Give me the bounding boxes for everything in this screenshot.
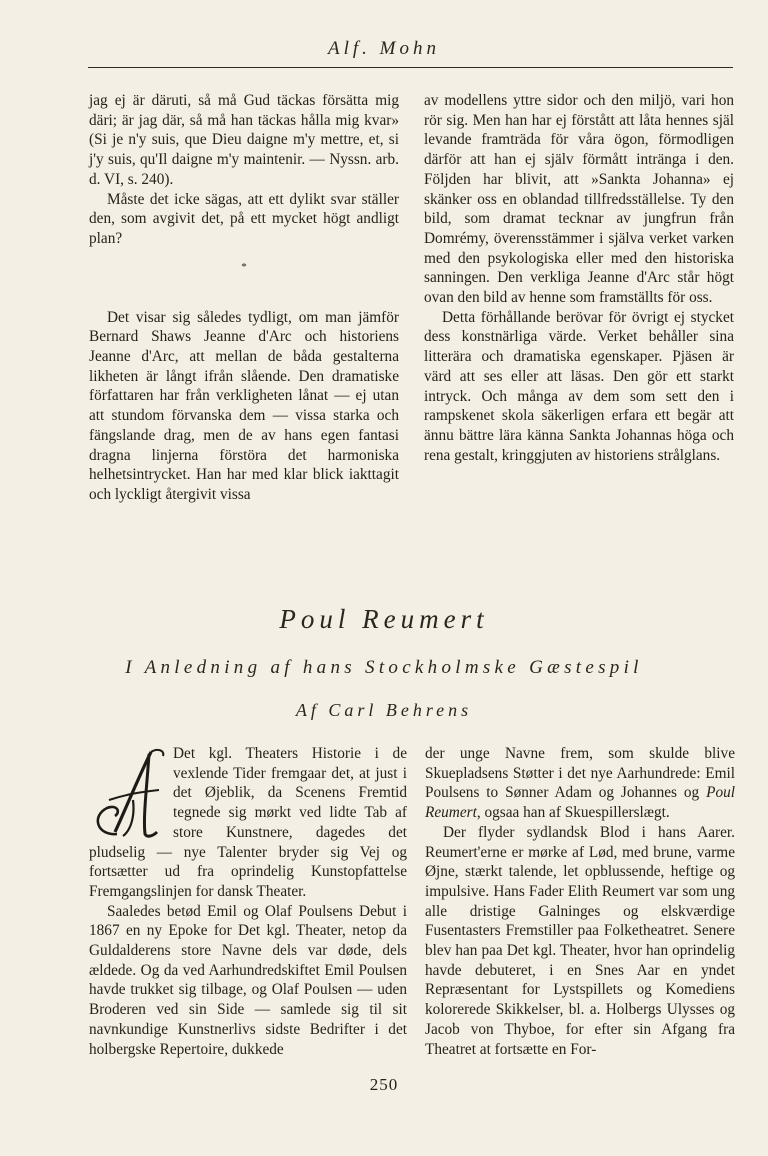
paragraph-text: der unge Navne frem, som skulde blive Skuepladsens Støtter i det nye Aarhundrede: Emil Poulsens to Sønner Adam og Johannes og: [425, 745, 735, 802]
top-column-right: [424, 91, 734, 465]
section-separator: *: [241, 260, 247, 273]
dropcap-initial: [87, 746, 165, 840]
paragraph: Måste det icke sägas, att ett dylikt svar ställer den, som avgivit det, på ett mycket högt andligt plan?: [89, 190, 399, 247]
running-head: Alf. Mohn: [328, 38, 440, 59]
paragraph: [425, 744, 735, 823]
paragraph-with-dropcap: [89, 744, 407, 902]
article-byline: Af Carl Behrens: [295, 700, 473, 720]
paragraph: Detta förhållande berövar för övrigt ej stycket dess konstnärliga värde. Verket behåller sina litterära och dramatiska egenskaper. Pjäsen är värd att ses eller att läsas. Den gör ett starkt intryck. Och många av dem som sett den i rampskenet skola säkerligen erfara ett begär att ännu bättre lära känna Sankta Johannas höga och rena gestalt, kringgjuten av historiens strålglans.: [424, 308, 734, 464]
paragraph: Det visar sig således tydligt, om man jämför Bernard Shaws Jeanne d'Arc och historiens Jeanne d'Arc, att mellan de båda gestalterna likheten är långt ifrån slående. Den dramatiske författaren har från verkligheten lånat — ej utan att stundom förvanska dem — vissa starka och fängslande drag, men de av hans egen fantasi dragna linjerna förstöra det harmoniska helhetsintrycket. Han har med klar blick iakttagit och lyckligt återgivit vissa: [89, 308, 399, 503]
paragraph: Saaledes betød Emil og Olaf Poulsens Debut i 1867 en ny Epoke for Det kgl. Theater, netop da Guldalderens store Navne dels var døde, dels ældede. Og da ved Aarhundredskiftet Emil Poulsen havde trukket sig tilbage, og Olaf Poulsen — uden Broderen ved sin Side — samlede sig til sit navnkundige Kunstnerlivs sidste Bedrifter i det holbergske Repertoire, dukkede: [89, 902, 407, 1058]
dropcap-ornament-icon: [87, 746, 167, 840]
page-number: 250: [369, 1075, 399, 1094]
dropcap-rest: Det kgl. Theaters Historie i de vexlende Tider fremgaar det, at just i det Øjeblik, da Scenens Fremtid tegnede sig mørkt ved lidte Tab af store Kunstnere, dagedes det pludselig — nye Talenter bryder sig Vej og fortsætter ud fra oprindelig Kunstopfattelse Fremgangslinjen for dansk Theater.: [89, 745, 407, 900]
article-column-left: [89, 744, 407, 1059]
article-title: Poul Reumert: [279, 604, 489, 634]
header-rule: [88, 67, 733, 68]
paragraph: jag ej är däruti, så må Gud täckas försätta mig däri; är jag där, så må han täckas hålla mig kvar» (Si je n'y suis, que Dieu daigne m'y mettre, et, si j'y suis, qu'Il daigne m'y maintenir. — Nyssn. arb. d. VI, s. 240).: [89, 92, 399, 188]
article-column-right: [425, 744, 735, 1059]
top-column-left: [89, 91, 399, 505]
article-subtitle: I Anledning af hans Stockholmske Gæstespil: [125, 657, 643, 678]
emphasis-name: Poul Reumert: [425, 784, 735, 822]
paragraph: Der flyder sydlandsk Blod i hans Aarer. Reumert'erne er mørke af Lød, med brune, varme Øjne, stærkt talende, let opblussende, heftige og impulsive. Hans Fader Elith Reumert var som ung alle dristige Galninges og elskværdige Fusentasters Fremstiller paa Folketheatret. Senere blev han paa Det kgl. Theater, hvor han oprindelig havde debuteret, i en Snes Aar en yndet Repræsentant for Lystspillets og Komediens kolorerede Skikkelser, bl. a. Holbergs Ulysses og Jacob von Thyboe, for efter sin Afgang fra Theatret at fortsætte en For-: [425, 823, 735, 1058]
paragraph: av modellens yttre sidor och den miljö, vari hon rör sig. Men han har ej förstått att låta hennes själ levande framträda för våra ögon, förmodligen därför att han ej själv förmått intränga i den. Följden har blivit, att »Sankta Johanna» ej skänker oss en oblandad tillfredsställelse. Ty den bild, som dramat tecknar av jungfrun från Domrémy, överensstämmer i själva verket varken med den psykologiska eller med den historiska sanningen. Den verkliga Jeanne d'Arc står högt ovan den bild av henne som framställts för oss.: [424, 92, 734, 307]
paragraph-text: , ogsaa han af Skuespillerslægt.: [476, 804, 670, 822]
